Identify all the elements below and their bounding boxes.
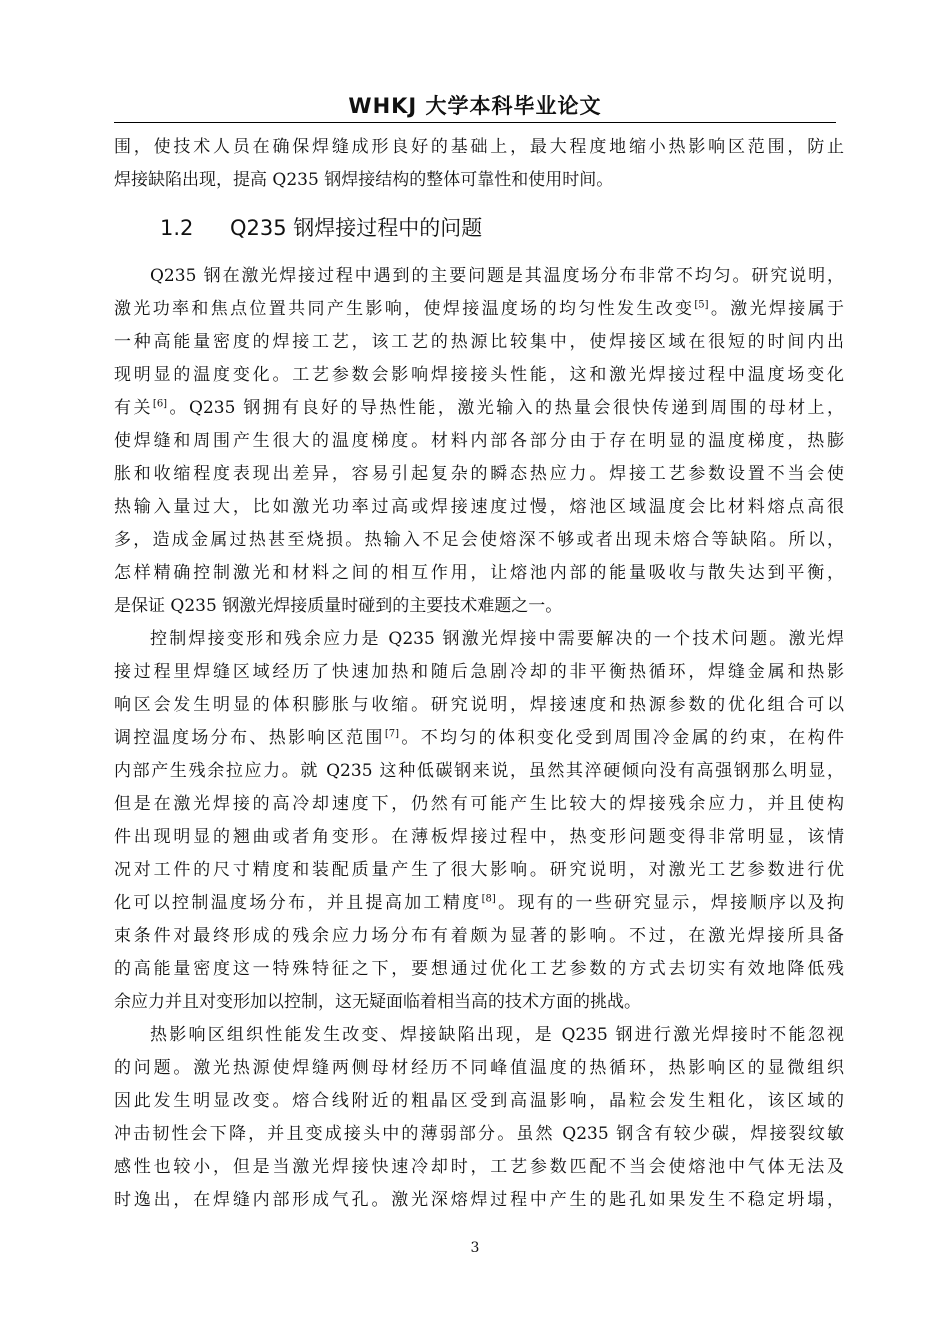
paragraph-line [114, 425, 844, 458]
line-text: 激光功率和焦点位置共同产生影响，使焊接温度场的均匀性发生改变 [114, 299, 695, 319]
section-number: 1.2 [160, 216, 194, 240]
line-text: 使焊缝和周围产生很大的温度梯度。材料内部各部分由于存在明显的温度梯度，热膨 [114, 431, 844, 451]
paragraph-line [114, 755, 844, 788]
paragraph-line [114, 1151, 844, 1184]
line-text: 件出现明显的翘曲或者角变形。在薄板焊接过程中，热变形问题变得非常明显，该情 [114, 827, 844, 847]
paragraph-line [114, 854, 844, 887]
line-text: 余应力并且对变形加以控制，这无疑面临着相当高的技术方面的挑战。 [114, 992, 641, 1012]
line-text: 胀和收缩程度表现出差异，容易引起复杂的瞬态热应力。焊接工艺参数设置不当会使 [114, 464, 844, 484]
line-text: 冲击韧性会下降，并且变成接头中的薄弱部分。虽然 Q235 钢含有较少碳，焊接裂纹敏 [114, 1124, 844, 1144]
paragraph-line [114, 557, 844, 590]
line-text: 的问题。激光热源使焊缝两侧母材经历不同峰值温度的热循环，热影响区的显微组织 [114, 1058, 844, 1078]
paragraph-line [114, 1184, 844, 1217]
page-number: 3 [470, 1240, 480, 1256]
paragraph-line [114, 656, 844, 689]
paragraph-line [114, 722, 844, 755]
line-text: 调控温度场分布、热影响区范围 [114, 728, 385, 748]
paragraph-line [114, 491, 844, 524]
line-text: 多，造成金属过热甚至烧损。热输入不足会使熔深不够或者出现未熔合等缺陷。所以， [114, 530, 844, 550]
line-text: 现明显的温度变化。工艺参数会影响焊接接头性能，这和激光焊接过程中温度场变化 [114, 365, 844, 385]
line-text: Q235 钢在激光焊接过程中遇到的主要问题是其温度场分布非常不均匀。研究说明， [150, 266, 844, 286]
paragraph-first-line [114, 260, 844, 293]
line-text: 是保证 Q235 钢激光焊接质量时碰到的主要技术难题之一。 [114, 596, 563, 616]
paragraph-first-line [114, 623, 844, 656]
paragraph-line [114, 164, 844, 197]
paragraph-line [114, 590, 844, 623]
paragraph-line [114, 821, 844, 854]
header-rule [114, 122, 836, 123]
line-text: 因此发生明显改变。熔合线附近的粗晶区受到高温影响，晶粒会发生粗化，该区域的 [114, 1091, 844, 1111]
paragraph-line [114, 920, 844, 953]
paragraph-line [114, 392, 844, 425]
paragraph-line [114, 293, 844, 326]
citation-ref: [5] [694, 299, 709, 311]
line-text: 焊接缺陷出现，提高 Q235 钢焊接结构的整体可靠性和使用时间。 [114, 170, 614, 190]
citation-ref: [8] [481, 893, 496, 905]
paragraph-line [114, 458, 844, 491]
paragraph-line [114, 359, 844, 392]
line-text: 。激光焊接属于 [708, 299, 845, 319]
paragraph-line [114, 1085, 844, 1118]
line-text: 热影响区组织性能发生改变、焊接缺陷出现，是 Q235 钢进行激光焊接时不能忽视 [150, 1025, 844, 1045]
body-text [114, 131, 844, 1217]
paragraph-line [114, 326, 844, 359]
line-text: 响区会发生明显的体积膨胀与收缩。研究说明，焊接速度和热源参数的优化组合可以 [114, 695, 844, 715]
citation-ref: [7] [384, 728, 400, 740]
line-text: 束条件对最终形成的残余应力场分布有着颇为显著的影响。不过，在激光焊接所具备 [114, 926, 844, 946]
paragraph-line [114, 1052, 844, 1085]
paragraph-line [114, 953, 844, 986]
line-text: 。现有的一些研究显示，焊接顺序以及拘 [495, 893, 845, 913]
paragraph-line [114, 887, 844, 920]
paragraph-line [114, 788, 844, 821]
line-text: 时逸出，在焊缝内部形成气孔。激光深熔焊过程中产生的匙孔如果发生不稳定坍塌， [114, 1190, 844, 1210]
line-text: 。不均匀的体积变化受到周围冷金属的约束，在构件 [399, 728, 845, 748]
line-text: 的高能量密度这一特殊特征之下，要想通过优化工艺参数的方式去切实有效地降低残 [114, 959, 844, 979]
line-text: 怎样精确控制激光和材料之间的相互作用，让熔池内部的能量吸收与散失达到平衡， [114, 563, 844, 583]
line-text: 围，使技术人员在确保焊缝成形良好的基础上，最大程度地缩小热影响区范围，防止 [114, 137, 844, 157]
line-text: 控制焊接变形和残余应力是 Q235 钢激光焊接中需要解决的一个技术问题。激光焊 [150, 629, 844, 649]
paragraph-line [114, 689, 844, 722]
paragraph-first-line [114, 1019, 844, 1052]
line-text: 接过程里焊缝区域经历了快速加热和随后急剧冷却的非平衡热循环，焊缝金属和热影 [114, 662, 844, 682]
running-header: WHKJ 大学本科毕业论文 [348, 94, 602, 118]
citation-ref: [6] [152, 398, 168, 410]
paragraph-line [114, 986, 844, 1019]
paragraph-line [114, 131, 844, 164]
line-text: 感性也较小，但是当激光焊接快速冷却时，工艺参数匹配不当会使熔池中气体无法及 [114, 1157, 844, 1177]
section-title: Q235 钢焊接过程中的问题 [230, 216, 483, 240]
line-text: 一种高能量密度的焊接工艺，该工艺的热源比较集中，使焊接区域在很短的时间内出 [114, 332, 844, 352]
line-text: 况对工件的尺寸精度和装配质量产生了很大影响。研究说明，对激光工艺参数进行优 [114, 860, 844, 880]
paragraph-line [114, 1118, 844, 1151]
line-text: 内部产生残余拉应力。就 Q235 这种低碳钢来说，虽然其淬硬倾向没有高强钢那么明显， [114, 761, 844, 781]
line-text: 热输入量过大，比如激光功率过高或焊接速度过慢，熔池区域温度会比材料熔点高很 [114, 497, 844, 517]
paragraph-line [114, 524, 844, 557]
line-text: 但是在激光焊接的高冷却速度下，仍然有可能产生比较大的焊接残余应力，并且使构 [114, 794, 844, 814]
line-text: 有关 [114, 398, 153, 418]
section-heading [114, 197, 844, 260]
line-text: 。Q235 钢拥有良好的导热性能，激光输入的热量会很快传递到周围的母材上， [167, 398, 844, 418]
line-text: 化可以控制温度场分布，并且提高加工精度 [114, 893, 482, 913]
